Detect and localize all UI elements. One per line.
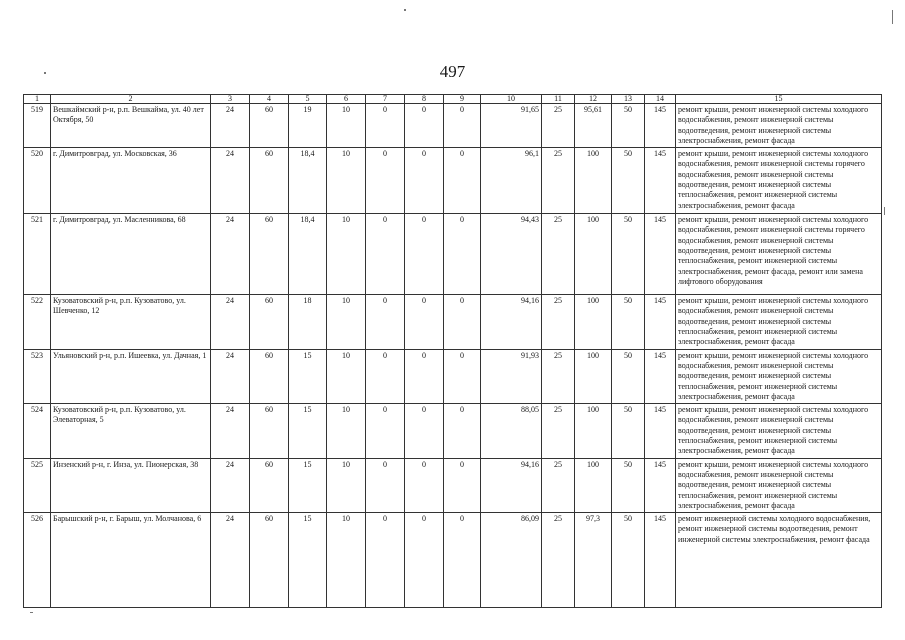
column-header: 15 [676,95,882,104]
value-cell: 25 [542,214,575,295]
value-cell: 18,4 [289,148,327,214]
value-cell: 95,61 [575,104,612,148]
row-number-cell: 521 [24,214,51,295]
row-number-cell: 523 [24,349,51,403]
value-cell: 60 [250,104,289,148]
value-cell: 94,16 [481,295,542,349]
column-header: 4 [250,95,289,104]
scan-speck [30,612,33,613]
value-cell: 100 [575,148,612,214]
value-cell: 0 [366,104,405,148]
column-header: 6 [327,95,366,104]
address-cell: Ульяновский р-н, р.п. Ишеевка, ул. Дачная, 1 [51,349,211,403]
row-number-cell: 522 [24,295,51,349]
value-cell: 0 [444,513,481,608]
scan-speck [892,10,893,24]
column-header: 1 [24,95,51,104]
address-cell: Инзенский р-н, г. Инза, ул. Пионерская, 38 [51,458,211,512]
repair-works-cell: ремонт крыши, ремонт инженерной системы холодного водоснабжения, ремонт инженерной системы горячего водоснабжения, ремонт инженерной системы водоотведения, ремонт инженерной системы теплоснабжения, ремонт инженерной системы электроснабжения, ремонт фасада, ремонт или замена лифтового оборудования [676,214,882,295]
row-number-cell: 525 [24,458,51,512]
value-cell: 145 [645,458,676,512]
value-cell: 10 [327,104,366,148]
value-cell: 25 [542,404,575,458]
repair-works-cell: ремонт крыши, ремонт инженерной системы холодного водоснабжения, ремонт инженерной системы горячего водоснабжения, ремонт инженерной системы водоотведения, ремонт инженерной системы теплоснабжения, ремонт инженерной системы электроснабжения, ремонт фасада [676,148,882,214]
value-cell: 145 [645,148,676,214]
value-cell: 100 [575,214,612,295]
value-cell: 0 [405,104,444,148]
address-cell: Кузоватовский р-н, р.п. Кузоватово, ул. Элеваторная, 5 [51,404,211,458]
value-cell: 0 [405,214,444,295]
value-cell: 50 [612,349,645,403]
value-cell: 100 [575,458,612,512]
value-cell: 15 [289,513,327,608]
value-cell: 25 [542,513,575,608]
value-cell: 145 [645,404,676,458]
column-header: 11 [542,95,575,104]
value-cell: 24 [211,513,250,608]
value-cell: 24 [211,458,250,512]
value-cell: 0 [444,349,481,403]
address-cell: Вешкаймский р-н, р.п. Вешкайма, ул. 40 лет Октября, 50 [51,104,211,148]
value-cell: 145 [645,513,676,608]
row-number-cell: 524 [24,404,51,458]
value-cell: 0 [405,404,444,458]
value-cell: 25 [542,104,575,148]
value-cell: 25 [542,349,575,403]
value-cell: 0 [366,513,405,608]
address-cell: г. Димитровград, ул. Масленникова, 68 [51,214,211,295]
value-cell: 60 [250,295,289,349]
value-cell: 10 [327,349,366,403]
value-cell: 24 [211,214,250,295]
table-row [24,214,882,295]
table-row [24,404,882,458]
value-cell: 0 [366,148,405,214]
value-cell: 0 [444,104,481,148]
table-row [24,349,882,403]
value-cell: 10 [327,295,366,349]
value-cell: 60 [250,458,289,512]
column-header: 10 [481,95,542,104]
value-cell: 24 [211,295,250,349]
value-cell: 0 [366,349,405,403]
value-cell: 94,16 [481,458,542,512]
value-cell: 0 [405,349,444,403]
table-row [24,295,882,349]
value-cell: 24 [211,104,250,148]
scan-speck [44,72,46,74]
value-cell: 25 [542,295,575,349]
value-cell: 100 [575,295,612,349]
value-cell: 25 [542,148,575,214]
column-header: 13 [612,95,645,104]
value-cell: 19 [289,104,327,148]
value-cell: 100 [575,404,612,458]
column-header: 14 [645,95,676,104]
value-cell: 50 [612,295,645,349]
scan-speck [404,9,406,11]
value-cell: 10 [327,458,366,512]
value-cell: 50 [612,104,645,148]
value-cell: 86,09 [481,513,542,608]
repair-works-cell: ремонт крыши, ремонт инженерной системы холодного водоснабжения, ремонт инженерной системы водоотведения, ремонт инженерной системы теплоснабжения, ремонт инженерной системы электроснабжения, ремонт фасада [676,295,882,349]
value-cell: 0 [366,214,405,295]
address-cell: г. Димитровград, ул. Московская, 36 [51,148,211,214]
value-cell: 0 [444,404,481,458]
value-cell: 24 [211,404,250,458]
row-number-cell: 526 [24,513,51,608]
value-cell: 15 [289,349,327,403]
value-cell: 0 [366,295,405,349]
value-cell: 0 [405,513,444,608]
table-row [24,104,882,148]
repair-works-cell: ремонт крыши, ремонт инженерной системы холодного водоснабжения, ремонт инженерной системы водоотведения, ремонт инженерной системы теплоснабжения, ремонт инженерной системы электроснабжения, ремонт фасада [676,349,882,403]
value-cell: 60 [250,349,289,403]
value-cell: 0 [444,458,481,512]
value-cell: 10 [327,148,366,214]
value-cell: 145 [645,214,676,295]
value-cell: 24 [211,148,250,214]
value-cell: 88,05 [481,404,542,458]
column-header: 3 [211,95,250,104]
repair-works-cell: ремонт крыши, ремонт инженерной системы холодного водоснабжения, ремонт инженерной системы водоотведения, ремонт инженерной системы теплоснабжения, ремонт инженерной системы электроснабжения, ремонт фасада [676,458,882,512]
repair-works-cell: ремонт крыши, ремонт инженерной системы холодного водоснабжения, ремонт инженерной системы водоотведения, ремонт инженерной системы электроснабжения, ремонт фасада [676,104,882,148]
column-header: 9 [444,95,481,104]
value-cell: 0 [366,404,405,458]
repair-works-cell: ремонт крыши, ремонт инженерной системы холодного водоснабжения, ремонт инженерной системы водоотведения, ремонт инженерной системы теплоснабжения, ремонт инженерной системы электроснабжения, ремонт фасада [676,404,882,458]
value-cell: 50 [612,458,645,512]
value-cell: 96,1 [481,148,542,214]
address-cell: Кузоватовский р-н, р.п. Кузоватово, ул. Шевченко, 12 [51,295,211,349]
value-cell: 91,93 [481,349,542,403]
value-cell: 50 [612,513,645,608]
value-cell: 0 [405,295,444,349]
column-header: 8 [405,95,444,104]
page-number: 497 [439,62,466,81]
scan-speck [884,207,885,215]
table-row [24,513,882,608]
value-cell: 145 [645,349,676,403]
value-cell: 18,4 [289,214,327,295]
value-cell: 50 [612,148,645,214]
value-cell: 97,3 [575,513,612,608]
value-cell: 10 [327,513,366,608]
value-cell: 91,65 [481,104,542,148]
column-header: 7 [366,95,405,104]
value-cell: 0 [405,458,444,512]
address-cell: Барышский р-н, г. Барыш, ул. Молчанова, 6 [51,513,211,608]
value-cell: 25 [542,458,575,512]
value-cell: 60 [250,404,289,458]
column-header: 5 [289,95,327,104]
value-cell: 10 [327,214,366,295]
value-cell: 15 [289,404,327,458]
value-cell: 60 [250,513,289,608]
value-cell: 0 [405,148,444,214]
repair-works-cell: ремонт инженерной системы холодного водоснабжения, ремонт инженерной системы водоотведения, ремонт инженерной системы электроснабжения, ремонт фасада [676,513,882,608]
value-cell: 60 [250,148,289,214]
value-cell: 0 [444,214,481,295]
value-cell: 60 [250,214,289,295]
value-cell: 15 [289,458,327,512]
row-number-cell: 520 [24,148,51,214]
value-cell: 18 [289,295,327,349]
repair-program-table [23,94,882,608]
table-row [24,458,882,512]
value-cell: 0 [444,148,481,214]
value-cell: 145 [645,295,676,349]
value-cell: 100 [575,349,612,403]
value-cell: 145 [645,104,676,148]
column-number-header-row [24,95,882,104]
value-cell: 50 [612,404,645,458]
column-header: 2 [51,95,211,104]
value-cell: 24 [211,349,250,403]
value-cell: 10 [327,404,366,458]
value-cell: 50 [612,214,645,295]
value-cell: 94,43 [481,214,542,295]
row-number-cell: 519 [24,104,51,148]
table-row [24,148,882,214]
column-header: 12 [575,95,612,104]
value-cell: 0 [366,458,405,512]
value-cell: 0 [444,295,481,349]
